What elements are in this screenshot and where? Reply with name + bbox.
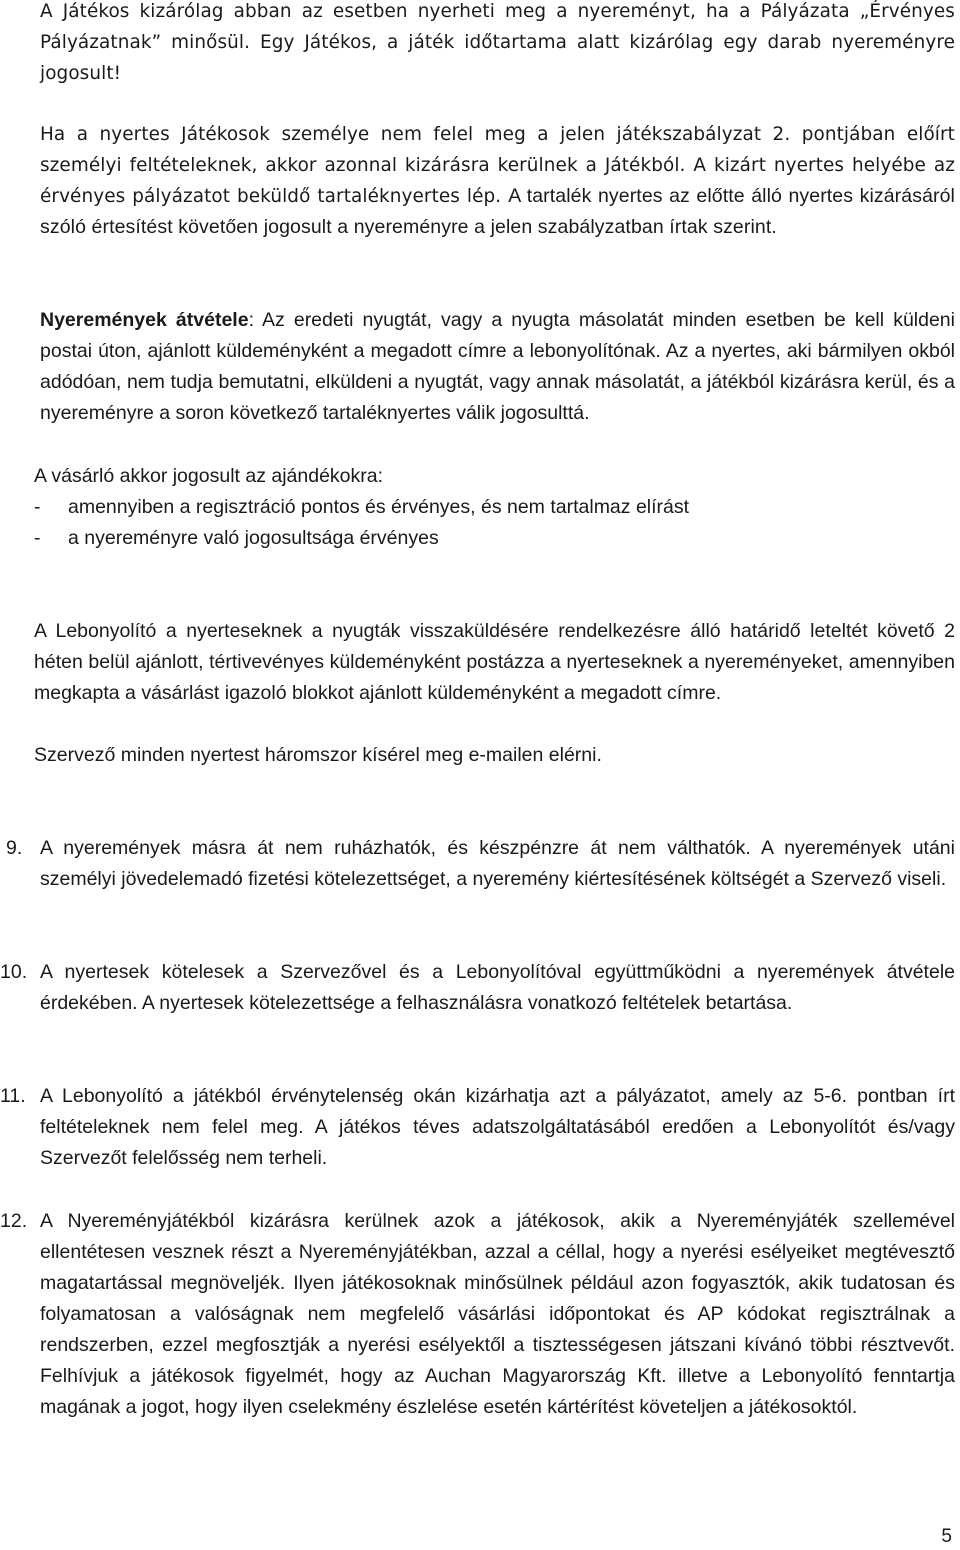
item-number: 9. (6, 837, 23, 859)
prize-collection-text: : Az eredeti nyugtát, vagy a nyugta másolatát minden esetben be kell küldeni postai úton, ajánlott küldeményként a megadott címre a lebonyolítónak. Az a nyertes, aki bármilyen okból adódóan, nem tudja bemutatni, elküldeni a nyugtát, vagy annak másolatát, a játékból kizárásra kerül, és a nyereményre a soron következő tartaléknyertes válik jogosulttá. (40, 309, 955, 424)
list-item (34, 492, 949, 523)
numbered-item (6, 833, 955, 895)
paragraph-eligibility: A Játékos kizárólag abban az esetben nyerheti meg a nyereményt, ha a Pályázata „Érvényes Pályázatnak” minősül. Egy Játékos, a játék időtartama alatt kizárólag egy darab nyereményre jogosult! (40, 1, 955, 84)
paragraph-eligibility-conditions: A vásárló akkor jogosult az ajándékokra: (34, 465, 384, 487)
item-text: A Nyereményjátékból kizárásra kerülnek azok a játékosok, akik a Nyereményjáték szellemével ellentétesen vesznek részt a Nyereményjátékban, azzal a céllal, hogy a nyerési esélyeiket megtévesztő magatartással megnöveljék. Ilyen játékosoknak minősülnek például azon fogyasztók, akik tudatosan és folyamatosan a valóságnak nem megfelelő vásárlási időpontokat és AP kódokat regisztrálnak a rendszerben, ezzel megfosztják a nyerési esélyektől a tisztességesen játszani kívánó többi résztvevőt. Felhívjuk a játékosok figyelmét, hogy az Auchan Magyarország Kft. illetve a Lebonyolító fenntartja magának a jogot, hogy ilyen cselekmény észlelése esetén kártérítést követeljen a játékosoktól. (40, 1210, 955, 1418)
paragraph-contact-attempts: Szervező minden nyertest háromszor kísérel meg e-mailen elérni. (34, 744, 602, 766)
numbered-item (0, 1206, 955, 1423)
numbered-item (0, 1081, 955, 1174)
prize-collection-label: Nyeremények átvétele (40, 309, 249, 331)
item-text: A nyertesek kötelesek a Szervezővel és a Lebonyolítóval együttműködni a nyeremények átvétele érdekében. A nyertesek kötelezettsége a felhasználásra vonatkozó feltételek betartása. (40, 961, 955, 1014)
page-number: 5 (941, 1526, 952, 1547)
item-text: A nyeremények másra át nem ruházhatók, és készpénzre át nem válthatók. A nyeremények utáni személyi jövedelemadó fizetési kötelezettséget, a nyeremény kiértesítésének költségét a Szervező viseli. (40, 837, 955, 890)
paragraph-prize-collection (40, 305, 955, 429)
list-item-text: amennyiben a regisztráció pontos és érvényes, és nem tartalmaz elírást (68, 496, 690, 518)
list-dash: - (34, 496, 41, 518)
item-number: 11. (0, 1085, 26, 1107)
item-number: 12. (0, 1210, 28, 1232)
item-text: A Lebonyolító a játékból érvénytelenség okán kizárhatja azt a pályázatot, amely az 5-6. pontban írt feltételeknek nem felel meg. A játékos téves adatszolgáltatásából eredően a Lebonyolítót és/vagy Szervezőt felelősség nem terheli. (40, 1085, 955, 1169)
paragraph-prize-delivery: A Lebonyolító a nyerteseknek a nyugták visszaküldésére rendelkezésre álló határidő leteltét követő 2 héten belül ajánlott, tértivevényes küldeményként postázza a nyerteseknek a nyereményeket, amennyiben megkapta a vásárlást igazoló blokkot ajánlott küldeményként a megadott címre. (34, 620, 955, 704)
paragraph-exclusion (40, 119, 955, 243)
paragraph-exclusion-part1: Ha a nyertes Játékosok személye nem felel meg a jelen játékszabályzat 2. pontjában előírt személyi feltételeknek, akkor azonnal kizárásra kerülnek a Játékból. A kizárt nyertes helyébe az érvényes pályázatot beküldő tartaléknyertes lép. (40, 124, 955, 207)
paragraph-exclusion-part2: A tartalék nyertes az előtte álló nyertes kizárásáról szóló értesítést követően jogosult a nyereményre a jelen szabályzatban írtak szerint. (40, 185, 955, 238)
item-number: 10. (0, 961, 28, 983)
numbered-item (0, 957, 955, 1019)
conditions-list (34, 492, 949, 554)
list-item (34, 523, 949, 554)
list-dash: - (34, 527, 41, 549)
list-item-text: a nyereményre való jogosultsága érvényes (68, 527, 439, 549)
